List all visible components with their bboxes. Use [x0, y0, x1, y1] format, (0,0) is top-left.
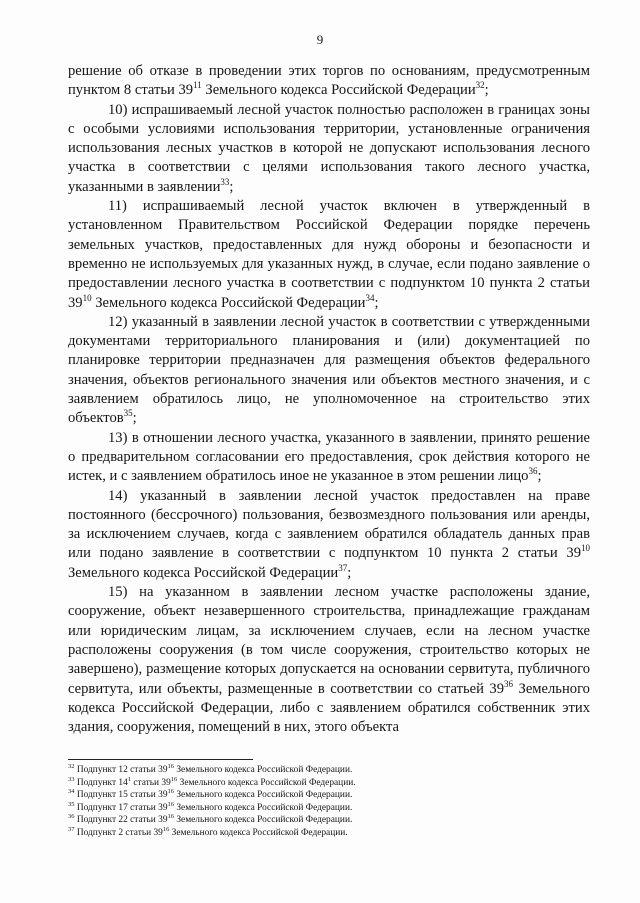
footnote-text: Подпункт 14	[74, 777, 128, 788]
footnote-list	[68, 764, 590, 840]
body-text	[68, 62, 590, 737]
footnote-divider	[68, 759, 253, 760]
list-item	[68, 487, 590, 583]
list-item	[68, 583, 590, 737]
superscript: 16	[167, 763, 175, 770]
intro-paragraph: решение об отказе в проведении этих торгов по основаниям, предусмотренным пунктом 8 статьи $39^{11}$ Земельного кодекса Российской Федерации$^{32}$;	[68, 63, 590, 99]
superscript: 36	[528, 466, 538, 477]
superscript: 16	[167, 813, 175, 821]
footnote-number: 36	[68, 813, 75, 821]
intro-article-sup: 11	[193, 80, 202, 91]
item-text: 14) указанный в заявлении лесной участок предоставлен на праве постоянного (бессрочного) пользования, безвозмездного пользования или аренды, за исключением случаев, когда с заявлением обратился обладатель данных прав или подано заявление в соответствии с подпунктом 10 пункта 2 статьи 39	[68, 487, 590, 562]
superscript: 16	[167, 788, 175, 796]
footnote-text: Земельного кодекса Российской Федерации.	[174, 815, 353, 826]
superscript: 33	[220, 176, 230, 187]
superscript: 16	[162, 825, 170, 833]
item-text: 11) испрашиваемый лесной участок включен в утвержденный в установленном Правительством Российской Федерации порядке перечень земельных участков, предоставленных для нужд обороны и безопасности и временно не используемых для указанных нужд, в случае, если подано заявление о предоставлении лесного участка в соответствии с подпунктом 10 пункта 2 статьи 39	[68, 198, 590, 311]
footnote-text: Земельного кодекса Российской Федерации.	[174, 765, 353, 775]
footnote-text: Подпункт 12 статьи 39	[74, 765, 168, 775]
footnote-text: Земельного кодекса Российской Федерации.	[177, 777, 356, 788]
item-text: 13) в отношении лесного участка, указанного в заявлении, принято решение о предварительном согласовании его предоставления, срок действия которого не истек, и с заявлением обратилось иное не указанное в этом решении лицо	[68, 429, 590, 485]
list-item	[68, 101, 590, 197]
footnote	[68, 827, 590, 840]
footnote-text: Подпункт 22 статьи 39	[74, 815, 168, 826]
footnote-number: 32	[68, 763, 75, 770]
footnote-number: 35	[68, 800, 75, 808]
superscript: 16	[170, 775, 178, 783]
item-text: ;	[537, 468, 542, 485]
footnote	[68, 764, 590, 777]
list-items	[68, 101, 590, 738]
superscript: 16	[167, 800, 175, 808]
superscript: 34	[365, 292, 375, 303]
footnote-number: 33	[68, 775, 75, 783]
list-item	[68, 197, 590, 313]
item-text: 10) испрашиваемый лесной участок полностью расположен в границах зоны с особыми условиями использования территории, установленные ограничения использования лесных участков в которой не допускают использования лесного участка в соответствии с целями использования такого лесного участка, указанными в заявлении	[68, 101, 590, 195]
item-text: ;	[229, 178, 234, 195]
superscript: 10	[581, 543, 590, 554]
footnote-text: Земельного кодекса Российской Федерации.	[174, 790, 353, 801]
superscript: 10	[82, 292, 92, 303]
footnote	[68, 814, 590, 827]
footnotes	[68, 759, 590, 840]
item-text: Земельного кодекса Российской Федерации	[91, 294, 366, 311]
footnote-text: Подпункт 17 статьи 39	[74, 802, 168, 813]
item-text: ;	[374, 294, 379, 311]
item-text: Земельного кодекса Российской Федерации	[68, 564, 339, 581]
footnote	[68, 789, 590, 802]
footnote-text: статьи 39	[131, 777, 171, 788]
footnote-text: Подпункт 15 статьи 39	[74, 790, 168, 801]
intro-text: решение об отказе в проведении этих торгов по основаниям, предусмотренным пунктом 8 статьи 39	[68, 63, 590, 99]
list-item	[68, 313, 590, 429]
footnote-text: Земельного кодекса Российской Федерации.	[174, 802, 353, 813]
footnote-number: 37	[68, 825, 75, 833]
item-text: ;	[347, 564, 352, 581]
superscript: 37	[338, 562, 348, 573]
intro-text-2: Земельного кодекса Российской Федерации	[201, 82, 476, 99]
footnote-text: Подпункт 2 статьи 39	[74, 827, 163, 838]
item-text: 15) на указанном в заявлении лесном участке расположены здание, сооружение, объект незавершенного строительства, принадлежащие гражданам или юридическим лицам, за исключением случаев, если на лесном участке расположены сооружения (в том числе сооружения, строительство которых не завершено), размещение которых допускается на основании сервитута, публичного сервитута, или объекты, размещенные в соответствии со статьей 39	[68, 584, 590, 697]
list-item	[68, 429, 590, 487]
item-text: Земельного кодекса Российской Федерации, либо с заявлением обратился собственник этих здания, сооружения, помещений в них, этого объекта	[68, 680, 590, 736]
footnote	[68, 802, 590, 815]
footnote-number: 34	[68, 788, 75, 796]
item-text: ;	[132, 410, 137, 427]
footnote-text: Земельного кодекса Российской Федерации.	[169, 827, 348, 838]
footnote-ref: 32	[475, 80, 485, 91]
superscript: 35	[123, 408, 133, 419]
item-text: 12) указанный в заявлении лесной участок в соответствии с утвержденными документами территориального планирования и (или) документацией по планировке территории предназначен для размещения объектов федерального значения, объектов регионального значения или объектов местного значения, и с заявлением обратилось лицо, не уполномоченное на строительство этих объектов	[68, 313, 590, 427]
superscript: 1	[127, 775, 132, 783]
footnote	[68, 777, 590, 790]
page-number: 9	[316, 32, 324, 47]
superscript: 36	[504, 678, 514, 689]
